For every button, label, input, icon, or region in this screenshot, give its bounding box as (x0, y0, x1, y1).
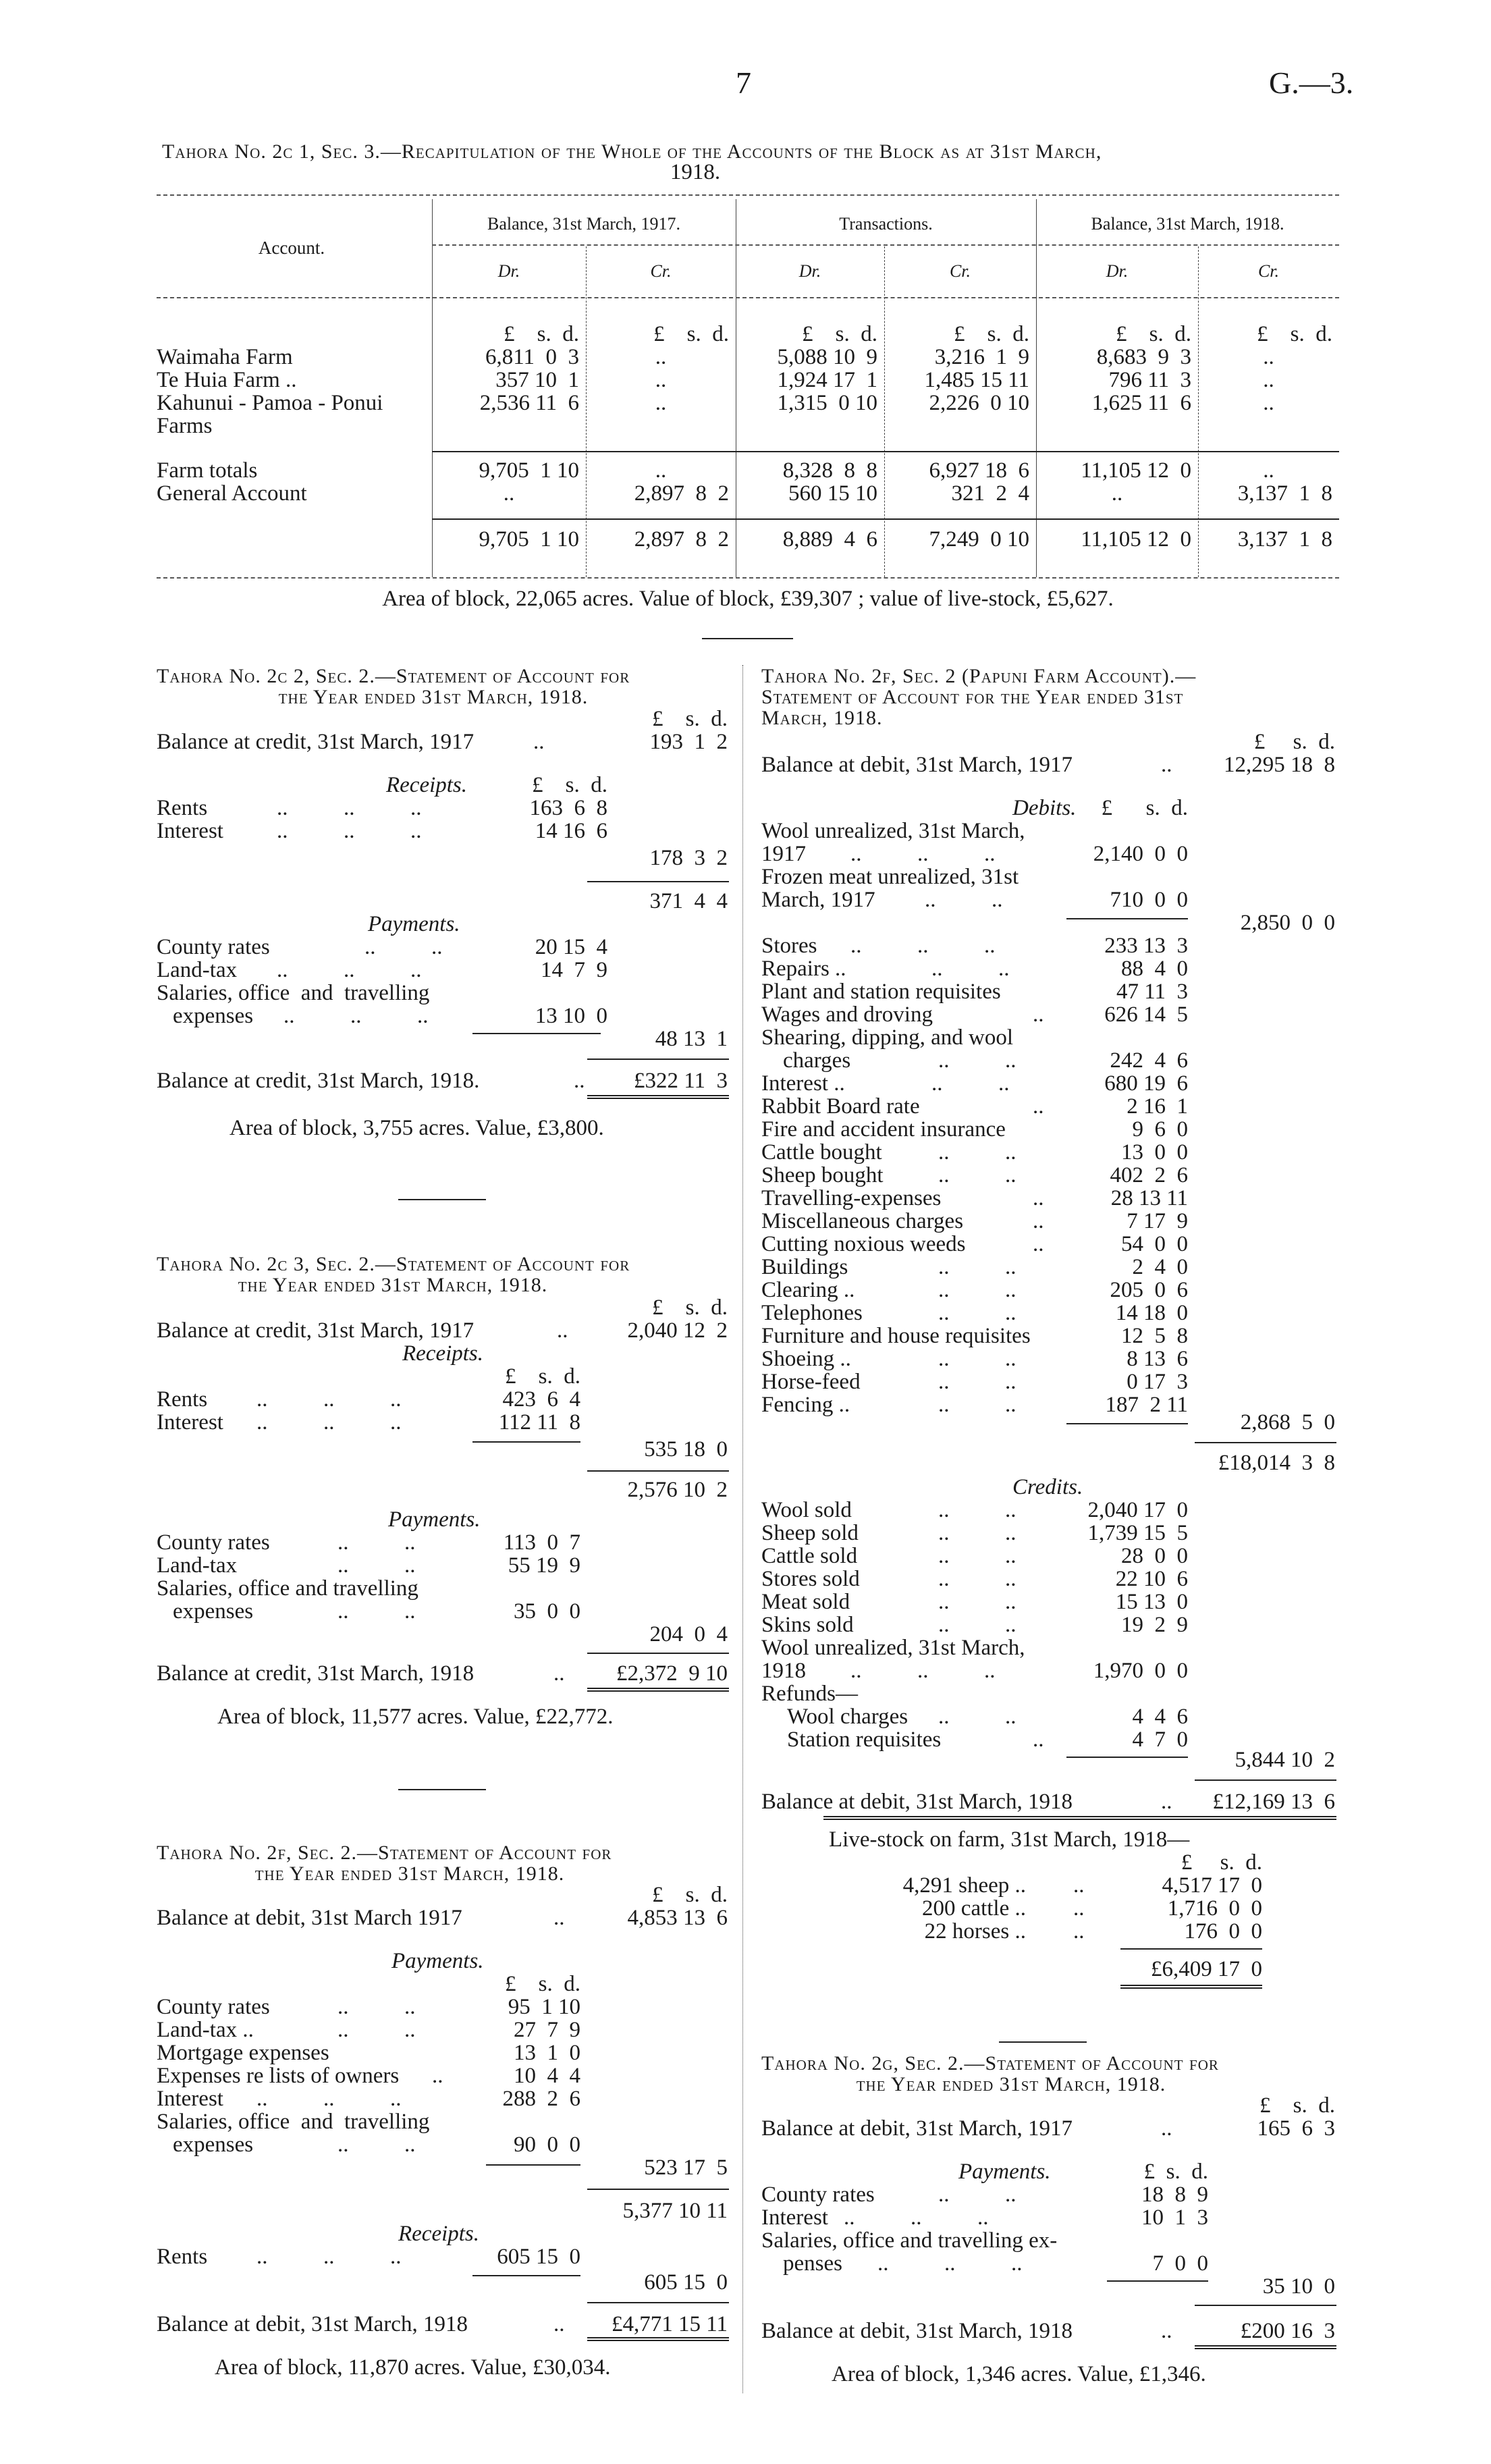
recap-units: £ s. d. (954, 322, 1029, 346)
s2c2-title-year: the Year ended 31st March, 1918. (278, 686, 589, 708)
s2f-payment-label: Mortgage expenses (157, 2041, 329, 2065)
papuni-debit-value: 2 4 0 (1132, 1255, 1188, 1279)
recap-dr-2: Dr. (798, 261, 821, 281)
s2c2-payment-label: Land-tax (157, 958, 238, 982)
papuni-title: Tahora No. 2f, Sec. 2 (Papuni Farm Account).— (761, 665, 1197, 687)
papuni-debit-label: Plant and station requisites (761, 980, 1001, 1004)
papuni-wool-value: 2,140 0 0 (1093, 842, 1188, 866)
recap-title: Tahora No. 2c 1, Sec. 3.—Recapitulation of the Whole of the Accounts of the Block as at 31st March, (162, 140, 1102, 163)
recap-units: £ s. d. (802, 322, 877, 346)
s2c2-closing-value: £322 11 3 (633, 1069, 728, 1093)
recap-cell: .. (655, 345, 667, 369)
papuni-debit-label: Sheep bought (761, 1163, 884, 1187)
s2c2-payment-value: 13 10 0 (535, 1004, 607, 1028)
papuni-credit-value: 28 0 0 (1121, 1544, 1188, 1568)
s2g-pay-units: £ s. d. (1143, 2160, 1208, 2184)
papuni-credit-value: 1,970 0 0 (1093, 1659, 1188, 1683)
s2g-payment-value: 7 0 0 (1152, 2251, 1208, 2276)
papuni-debit-value: 9 6 0 (1132, 1117, 1188, 1142)
papuni-debit-value: 402 2 6 (1110, 1163, 1188, 1187)
recap-cell: .. (1263, 458, 1274, 483)
papuni-debit-label: Fencing .. (761, 1393, 850, 1417)
papuni-credit-label: Skins sold (761, 1613, 854, 1637)
papuni-livestock-value: 176 0 0 (1184, 1919, 1262, 1944)
recap-total: 8,889 4 6 (782, 527, 877, 552)
s2f-payment-value: 95 1 10 (508, 1995, 580, 2019)
recap-cell: 6,811 0 3 (485, 345, 579, 369)
papuni-debits-total: 2,868 5 0 (1240, 1410, 1335, 1435)
recap-cell: 321 2 4 (951, 481, 1029, 506)
papuni-debit-value: 233 13 3 (1104, 934, 1188, 958)
s2c2-payment-value: 14 7 9 (541, 958, 607, 982)
s2c2-receipt-value: 14 16 6 (535, 819, 607, 843)
papuni-debit-label-cont: charges (783, 1048, 851, 1073)
recap-cell: .. (1263, 368, 1274, 392)
recap-cell: 357 10 1 (495, 368, 579, 392)
recap-units: £ s. d. (504, 322, 579, 346)
s2c2-payment-value: 20 15 4 (535, 935, 607, 959)
papuni-debit-label: Furniture and house requisites (761, 1324, 1031, 1348)
s2f-title-year: the Year ended 31st March, 1918. (254, 1863, 565, 1885)
recap-title-year: 1918. (670, 160, 721, 184)
s2f-opening-label: Balance at debit, 31st March 1917 (157, 1906, 462, 1930)
s2c2-receipt-label: Interest (157, 819, 223, 843)
s2f-payment-value: 90 0 0 (514, 2133, 580, 2157)
s2c3-opening-value: 2,040 12 2 (627, 1318, 728, 1343)
s2g-title: Tahora No. 2g, Sec. 2.—Statement of Account for (761, 2052, 1219, 2074)
papuni-title-2: Statement of Account for the Year ended 31st (761, 686, 1184, 708)
s2f-payment-label: County rates (157, 1995, 270, 2019)
recap-dr-3: Dr. (1106, 261, 1129, 281)
papuni-debit-label: Rabbit Board rate (761, 1094, 920, 1119)
recap-group-transactions: Transactions. (839, 214, 933, 234)
s2f-receipts-head: Receipts. (398, 2222, 480, 2246)
s2c3-payment-label: Salaries, office and travelling (157, 1576, 418, 1601)
papuni-debit-label: Repairs .. (761, 957, 846, 981)
recap-cell: 560 15 10 (788, 481, 877, 506)
s2c2-opening-label: Balance at credit, 31st March, 1917 (157, 730, 475, 754)
s2g-payments-total: 35 10 0 (1262, 2274, 1335, 2299)
papuni-debit-value: 242 4 6 (1110, 1048, 1188, 1073)
papuni-refund-value: 4 4 6 (1132, 1705, 1188, 1729)
s2f-closing-value: £4,771 15 11 (611, 2312, 728, 2336)
s2f-payment-value: 10 4 4 (514, 2064, 580, 2088)
papuni-credit-label: Stores sold (761, 1567, 860, 1591)
papuni-credit-value: 15 13 0 (1115, 1590, 1188, 1614)
s2c3-title: Tahora No. 2c 3, Sec. 2.—Statement of Account for (157, 1253, 630, 1275)
papuni-meat-label: Frozen meat unrealized, 31st (761, 865, 1019, 889)
s2c3-units: £ s. d. (505, 1364, 580, 1389)
papuni-livestock-label: 4,291 sheep .. (902, 1873, 1026, 1898)
papuni-debit-value: 47 11 3 (1116, 980, 1188, 1004)
recap-cell: 8,328 8 8 (782, 458, 877, 483)
papuni-debit-label: Shearing, dipping, and wool (761, 1025, 1014, 1050)
papuni-credit-value: 22 10 6 (1115, 1567, 1188, 1591)
papuni-credit-value: 19 2 9 (1121, 1613, 1188, 1637)
papuni-debit-value: 2 16 1 (1127, 1094, 1188, 1119)
s2c3-receipt-label: Interest (157, 1410, 223, 1435)
s2f-footnote: Area of block, 11,870 acres. Value, £30,034. (215, 2355, 611, 2380)
recap-row-label: Kahunui - Pamoa - Ponui (157, 391, 383, 415)
papuni-credit-label: Meat sold (761, 1590, 850, 1614)
s2c3-subtotal: 2,576 10 2 (627, 1478, 728, 1502)
s2c2-subtotal: 371 4 4 (649, 889, 728, 913)
papuni-debits-head: Debits. (1012, 796, 1077, 820)
s2c2-closing-label: Balance at credit, 31st March, 1918. (157, 1069, 480, 1093)
recap-cell: 3,216 1 9 (934, 345, 1029, 369)
papuni-debit-value: 680 19 6 (1104, 1071, 1188, 1096)
recap-cell: 796 11 3 (1108, 368, 1191, 392)
s2c3-payment-value: 55 19 9 (508, 1553, 580, 1578)
page-number: 7 (736, 65, 751, 100)
papuni-livestock-units: £ s. d. (1181, 1850, 1262, 1875)
s2c2-payment-label-cont: expenses (173, 1004, 254, 1028)
papuni-units: £ s. d. (1253, 730, 1335, 754)
recap-cr-1: Cr. (650, 261, 672, 281)
s2f-payment-label-cont: expenses (173, 2133, 254, 2157)
recap-cell: 11,105 12 0 (1081, 458, 1191, 483)
papuni-livestock-head: Live-stock on farm, 31st March, 1918— (829, 1827, 1190, 1852)
s2c3-closing-label: Balance at credit, 31st March, 1918 (157, 1661, 475, 1686)
s2f-payments-total: 523 17 5 (644, 2155, 728, 2180)
recap-cell: .. (1263, 345, 1274, 369)
papuni-grand-total: £18,014 3 8 (1218, 1451, 1335, 1475)
s2f-payment-value: 288 2 6 (502, 2087, 580, 2111)
papuni-credit-value: 2,040 17 0 (1087, 1498, 1188, 1522)
papuni-debit-value: 8 13 6 (1127, 1347, 1188, 1371)
recap-total: 2,897 8 2 (634, 527, 729, 552)
recap-cell: 8,683 9 3 (1096, 345, 1191, 369)
papuni-debit-value: 28 13 11 (1110, 1186, 1188, 1210)
s2f-receipt-value: 605 15 0 (497, 2245, 580, 2269)
s2c3-opening-label: Balance at credit, 31st March, 1917 (157, 1318, 475, 1343)
papuni-meat-value: 710 0 0 (1110, 888, 1188, 912)
recap-cell: .. (655, 391, 667, 415)
s2g-opening-label: Balance at debit, 31st March, 1917 (761, 2116, 1073, 2141)
s2c3-footnote: Area of block, 11,577 acres. Value, £22,772. (217, 1705, 614, 1729)
s2c3-payments-total: 204 0 4 (649, 1622, 728, 1646)
papuni-credit-label-cont: 1918 (761, 1659, 806, 1683)
s2c2-footnote: Area of block, 3,755 acres. Value, £3,800. (229, 1116, 604, 1140)
papuni-title-3: March, 1918. (761, 707, 883, 729)
s2c3-receipt-value: 423 6 4 (502, 1387, 580, 1412)
papuni-debit-value: 626 14 5 (1104, 1002, 1188, 1027)
papuni-debit-value: 13 0 0 (1121, 1140, 1188, 1164)
s2g-closing-value: £200 16 3 (1240, 2319, 1335, 2343)
recap-cell: 9,705 1 10 (479, 458, 579, 483)
s2c2-payments-total: 48 13 1 (655, 1027, 728, 1051)
s2c2-opening-value: 193 1 2 (649, 730, 728, 754)
s2c2-receipt-label: Rents (157, 796, 208, 820)
recap-units: £ s. d. (1257, 322, 1332, 346)
s2f-payment-label: Land-tax .. (157, 2018, 254, 2042)
s2g-closing-label: Balance at debit, 31st March, 1918 (761, 2319, 1073, 2343)
papuni-credits-total: 5,844 10 2 (1235, 1748, 1335, 1772)
recap-row-label: General Account (157, 481, 307, 506)
s2c3-payment-label: Land-tax (157, 1553, 238, 1578)
s2c3-units: £ s. d. (652, 1295, 728, 1320)
recap-cell: 1,625 11 6 (1091, 391, 1191, 415)
recap-row-label: Farm totals (157, 458, 258, 483)
s2g-payment-value: 10 1 3 (1141, 2205, 1208, 2230)
recap-total: 7,249 0 10 (929, 527, 1029, 552)
s2g-payment-label: Interest (761, 2205, 828, 2230)
papuni-refund-label: Station requisites (787, 1728, 942, 1752)
recap-cell: .. (655, 368, 667, 392)
s2f-units: £ s. d. (505, 1972, 580, 1996)
papuni-debit-value: 88 4 0 (1121, 957, 1188, 981)
recap-dr-1: Dr. (497, 261, 520, 281)
papuni-opening-label: Balance at debit, 31st March, 1917 (761, 753, 1073, 777)
recap-cell: 1,315 0 10 (777, 391, 877, 415)
papuni-debit-value: 205 0 6 (1110, 1278, 1188, 1302)
papuni-debit-label: Miscellaneous charges (761, 1209, 964, 1233)
s2f-units: £ s. d. (652, 1883, 728, 1907)
papuni-livestock-total: £6,409 17 0 (1151, 1957, 1262, 1981)
s2f-title: Tahora No. 2f, Sec. 2.—Statement of Account for (157, 1842, 612, 1864)
s2c3-receipt-label: Rents (157, 1387, 208, 1412)
s2f-closing-label: Balance at debit, 31st March, 1918 (157, 2312, 468, 2336)
papuni-livestock-label: 22 horses .. (924, 1919, 1026, 1944)
s2g-opening-value: 165 6 3 (1257, 2116, 1335, 2141)
s2f-receipt-label: Rents (157, 2245, 208, 2269)
papuni-wool-label: Wool unrealized, 31st March, (761, 819, 1025, 843)
column-divider (742, 665, 743, 2393)
s2f-payment-value: 27 7 9 (514, 2018, 580, 2042)
s2c2-receipt-value: 163 6 8 (529, 796, 607, 820)
papuni-meat-label-cont: March, 1917 (761, 888, 875, 912)
papuni-debit-label: Fire and accident insurance (761, 1117, 1006, 1142)
recap-total: 3,137 1 8 (1237, 527, 1332, 552)
papuni-debit-label: Horse-feed (761, 1370, 861, 1394)
papuni-refund-label: Wool charges (787, 1705, 909, 1729)
papuni-credit-label: Wool sold (761, 1498, 852, 1522)
s2c3-payment-value: 35 0 0 (514, 1599, 580, 1624)
papuni-credit-label: Wool unrealized, 31st March, (761, 1636, 1025, 1660)
recap-total: 11,105 12 0 (1081, 527, 1191, 552)
papuni-debit-label: Stores (761, 934, 817, 958)
s2g-payment-value: 18 8 9 (1141, 2182, 1208, 2207)
s2c2-receipts-total: 178 3 2 (649, 846, 728, 870)
s2f-opening-value: 4,853 13 6 (627, 1906, 728, 1930)
s2f-payments-head: Payments. (391, 1949, 484, 1973)
papuni-credit-label: Cattle sold (761, 1544, 858, 1568)
recap-cell: 6,927 18 6 (929, 458, 1029, 483)
papuni-debit-value: 54 0 0 (1121, 1232, 1188, 1256)
s2f-receipts-total: 605 15 0 (644, 2270, 728, 2295)
papuni-debit-value: 0 17 3 (1127, 1370, 1188, 1394)
s2c3-payments-head: Payments. (388, 1507, 481, 1532)
recap-top-rule (157, 194, 1339, 196)
recap-cell: .. (1263, 391, 1274, 415)
papuni-livestock-value: 1,716 0 0 (1167, 1896, 1262, 1921)
papuni-debit-value: 7 17 9 (1127, 1209, 1188, 1233)
papuni-unrealized-total: 2,850 0 0 (1240, 911, 1335, 935)
recap-cr-2: Cr. (949, 261, 971, 281)
s2c2-payments-head: Payments. (368, 912, 460, 936)
s2c3-receipts-total: 535 18 0 (644, 1437, 728, 1462)
papuni-credit-label: Sheep sold (761, 1521, 859, 1545)
s2c3-title-year: the Year ended 31st March, 1918. (238, 1274, 548, 1296)
recap-account-header: Account. (258, 238, 325, 258)
recap-cell: 2,536 11 6 (479, 391, 579, 415)
s2g-title-year: the Year ended 31st March, 1918. (856, 2073, 1166, 2095)
papuni-opening-value: 12,295 18 8 (1224, 753, 1335, 777)
s2g-payment-label-cont: penses (783, 2251, 842, 2276)
s2g-footnote: Area of block, 1,346 acres. Value, £1,346. (832, 2362, 1206, 2386)
papuni-debit-value: 187 2 11 (1105, 1393, 1188, 1417)
papuni-livestock-label: 200 cattle .. (922, 1896, 1026, 1921)
papuni-debit-value: 12 5 8 (1121, 1324, 1188, 1348)
s2f-subtotal: 5,377 10 11 (622, 2199, 728, 2223)
recap-cell: 2,226 0 10 (929, 391, 1029, 415)
papuni-debit-label: Travelling-expenses (761, 1186, 942, 1210)
s2c2-units: £ s. d. (532, 773, 607, 797)
recap-units: £ s. d. (653, 322, 729, 346)
s2g-units: £ s. d. (1259, 2093, 1335, 2118)
s2c3-payment-label: County rates (157, 1530, 270, 1555)
papuni-debit-label: Wages and droving (761, 1002, 933, 1027)
papuni-wool-label-cont: 1917 (761, 842, 806, 866)
recap-cell: .. (1111, 481, 1123, 506)
papuni-refund-value: 4 7 0 (1132, 1728, 1188, 1752)
papuni-debit-label: Telephones (761, 1301, 863, 1325)
papuni-closing-value: £12,169 13 6 (1212, 1790, 1335, 1814)
papuni-refunds-head: Refunds— (761, 1682, 858, 1706)
recap-row-label: Te Huia Farm .. (157, 368, 297, 392)
recap-cell: 1,924 17 1 (777, 368, 877, 392)
recap-cell: 2,897 8 2 (634, 481, 729, 506)
recap-cell: .. (503, 481, 515, 506)
s2f-payment-label: Expenses re lists of owners (157, 2064, 400, 2088)
papuni-debit-label: Cutting noxious weeds (761, 1232, 966, 1256)
papuni-debit-label: Shoeing .. (761, 1347, 851, 1371)
recap-row-label: Waimaha Farm (157, 345, 293, 369)
s2g-payment-label: County rates (761, 2182, 875, 2207)
s2c2-payment-label: County rates (157, 935, 270, 959)
recap-group-balance-1918: Balance, 31st March, 1918. (1091, 214, 1284, 234)
document-reference: G.—3. (1269, 65, 1354, 100)
s2c3-receipts-head: Receipts. (402, 1341, 484, 1366)
recap-cr-3: Cr. (1257, 261, 1280, 281)
papuni-debit-value: 14 18 0 (1115, 1301, 1188, 1325)
papuni-credits-head: Credits. (1012, 1475, 1083, 1499)
recap-units: £ s. d. (1116, 322, 1191, 346)
papuni-livestock-value: 4,517 17 0 (1162, 1873, 1262, 1898)
s2c3-receipt-value: 112 11 8 (498, 1410, 580, 1435)
recap-total: 9,705 1 10 (479, 527, 579, 552)
recap-cell: .. (655, 458, 667, 483)
papuni-debit-units: £ s. d. (1101, 796, 1188, 820)
s2f-payment-label: Interest (157, 2087, 223, 2111)
s2c2-units: £ s. d. (652, 707, 728, 731)
papuni-debit-label: Clearing .. (761, 1278, 855, 1302)
recap-cell: 1,485 15 11 (924, 368, 1029, 392)
recap-footnote: Area of block, 22,065 acres. Value of block, £39,307 ; value of live-stock, £5,627. (382, 587, 1114, 611)
s2f-payment-label: Salaries, office and travelling (157, 2110, 430, 2134)
papuni-credit-value: 1,739 15 5 (1087, 1521, 1188, 1545)
s2c2-title: Tahora No. 2c 2, Sec. 2.—Statement of Account for (157, 665, 630, 687)
papuni-closing-label: Balance at debit, 31st March, 1918 (761, 1790, 1073, 1814)
recap-row-label-cont: Farms (157, 414, 213, 438)
s2c3-closing-value: £2,372 9 10 (616, 1661, 728, 1686)
s2c2-receipts-head: Receipts. (386, 773, 468, 797)
recap-group-balance-1917: Balance, 31st March, 1917. (487, 214, 680, 234)
papuni-debit-label: Interest .. (761, 1071, 845, 1096)
s2c3-payment-label-cont: expenses (173, 1599, 254, 1624)
s2g-payments-head: Payments. (958, 2160, 1051, 2184)
recap-cell: 5,088 10 9 (777, 345, 877, 369)
s2c2-payment-label: Salaries, office and travelling (157, 981, 430, 1005)
s2c3-payment-value: 113 0 7 (503, 1530, 580, 1555)
papuni-debit-label: Buildings (761, 1255, 848, 1279)
recap-cell: 3,137 1 8 (1237, 481, 1332, 506)
papuni-debit-label: Cattle bought (761, 1140, 882, 1164)
s2g-payment-label: Salaries, office and travelling ex- (761, 2228, 1058, 2253)
s2f-payment-value: 13 1 0 (514, 2041, 580, 2065)
